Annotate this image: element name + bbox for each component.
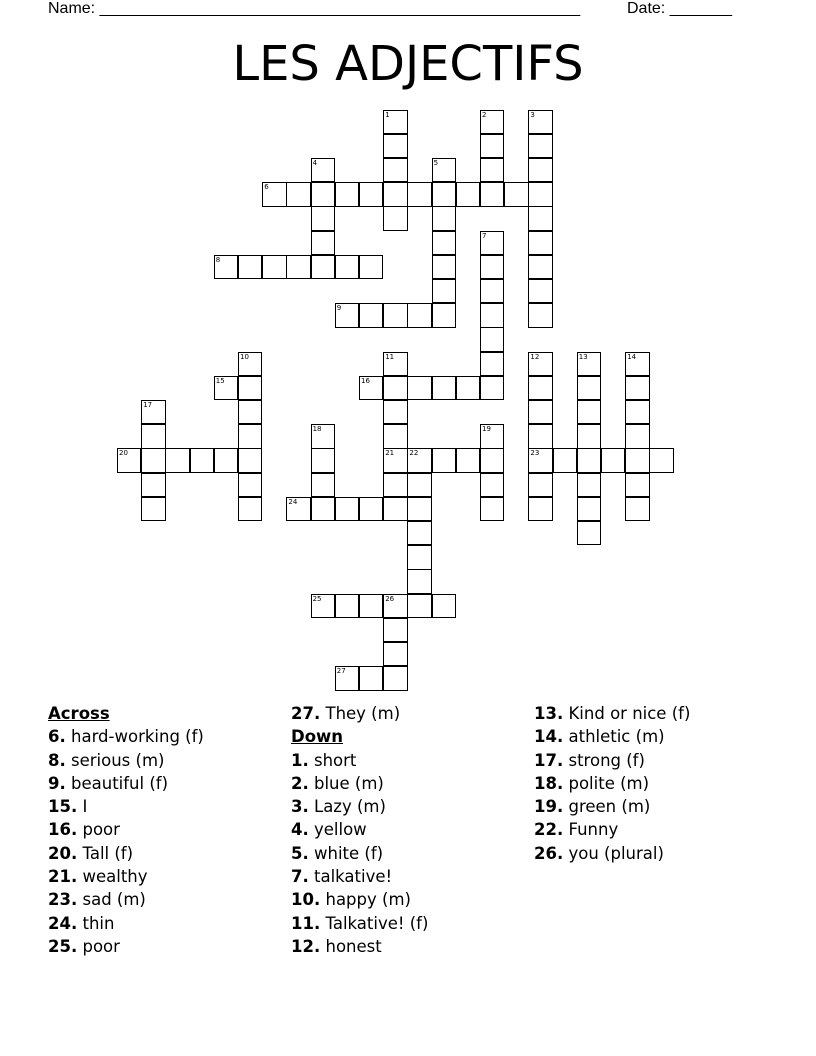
crossword-cell[interactable] — [311, 158, 335, 182]
crossword-cell[interactable] — [577, 497, 601, 521]
crossword-cell[interactable] — [214, 376, 238, 400]
crossword-cell[interactable] — [480, 424, 504, 448]
clue-number: 19. — [534, 797, 564, 817]
crossword-cell[interactable] — [311, 473, 335, 497]
crossword-cell[interactable] — [407, 303, 431, 327]
clue-text: poor — [82, 820, 120, 840]
clue-item — [48, 935, 293, 958]
clue-item — [534, 818, 779, 841]
crossword-cell[interactable] — [432, 376, 456, 400]
clue-item — [534, 725, 779, 748]
clue-number: 1. — [291, 750, 309, 770]
clue-text: polite (m) — [568, 773, 650, 793]
crossword-cell[interactable] — [335, 255, 359, 279]
clue-number: 7. — [291, 867, 309, 887]
clue-number-label: 11 — [385, 352, 395, 361]
date-field[interactable]: Date: _______ — [627, 0, 732, 17]
clue-item — [534, 795, 779, 818]
down-clue-list — [291, 749, 536, 959]
clue-number-label: 12 — [530, 352, 540, 361]
crossword-cell[interactable] — [456, 376, 480, 400]
crossword-cell[interactable] — [407, 376, 431, 400]
crossword-cell[interactable] — [528, 231, 552, 255]
clue-number: 14. — [534, 727, 564, 747]
crossword-cell[interactable] — [383, 158, 407, 182]
crossword-cell[interactable] — [625, 473, 649, 497]
crossword-cell[interactable] — [311, 231, 335, 255]
clue-text: you (plural) — [568, 843, 664, 863]
clue-item — [291, 818, 536, 841]
clue-number-label: 4 — [312, 159, 318, 167]
clue-number: 27. — [291, 704, 321, 723]
crossword-cell[interactable] — [407, 594, 431, 618]
crossword-cell[interactable] — [432, 182, 456, 206]
crossword-cell[interactable] — [311, 424, 335, 448]
crossword-cell[interactable] — [286, 497, 310, 521]
crossword-cell[interactable] — [480, 182, 504, 206]
crossword-cell[interactable] — [383, 110, 407, 134]
crossword-cell[interactable] — [528, 255, 552, 279]
clue-number: 17. — [534, 750, 564, 770]
crossword-cell[interactable] — [238, 352, 262, 376]
clue-number: 10. — [291, 890, 321, 910]
clue-item — [534, 749, 779, 772]
clue-item — [291, 912, 536, 935]
clue-number: 24. — [48, 913, 78, 933]
crossword-cell[interactable] — [359, 666, 383, 690]
crossword-cell[interactable] — [480, 110, 504, 134]
clue-text: strong (f) — [568, 750, 645, 770]
crossword-cell[interactable] — [432, 231, 456, 255]
crossword-cell[interactable] — [383, 473, 407, 497]
crossword-cell[interactable] — [238, 376, 262, 400]
crossword-cell[interactable] — [456, 448, 480, 472]
crossword-cell[interactable] — [407, 521, 431, 545]
clue-item — [291, 865, 536, 888]
clue-number-label: 18 — [312, 425, 322, 434]
crossword-cell[interactable] — [480, 327, 504, 351]
crossword-cell[interactable] — [432, 255, 456, 279]
crossword-cell[interactable] — [238, 448, 262, 472]
crossword-cell[interactable] — [480, 134, 504, 158]
crossword-cell[interactable] — [359, 497, 383, 521]
crossword-cell[interactable] — [649, 448, 673, 472]
crossword-cell[interactable] — [480, 352, 504, 376]
clue-text: athletic (m) — [568, 727, 665, 747]
clue-number: 13. — [534, 704, 564, 723]
clue-item — [291, 935, 536, 958]
crossword-cell[interactable] — [432, 206, 456, 230]
crossword-cell[interactable] — [577, 473, 601, 497]
clue-number-label: 13 — [578, 352, 588, 361]
clue-number-label: 7 — [482, 231, 487, 240]
crossword-cell[interactable] — [407, 545, 431, 569]
clue-number: 21. — [48, 867, 78, 887]
clue-text: serious (m) — [71, 750, 165, 770]
crossword-cell[interactable] — [311, 206, 335, 230]
crossword-cell[interactable] — [480, 497, 504, 521]
crossword-cell[interactable] — [432, 448, 456, 472]
clue-item — [534, 842, 779, 865]
clue-number: 22. — [534, 820, 564, 840]
crossword-cell[interactable] — [625, 424, 649, 448]
crossword-cell[interactable] — [407, 182, 431, 206]
clue-number: 9. — [48, 773, 66, 793]
crossword-cell[interactable] — [480, 473, 504, 497]
clue-text: thin — [82, 913, 115, 933]
clue-number: 8. — [48, 750, 66, 770]
crossword-cell[interactable] — [238, 424, 262, 448]
clue-number-label: 19 — [482, 425, 491, 434]
crossword-cell[interactable] — [528, 424, 552, 448]
clue-item — [48, 888, 293, 911]
crossword-cell[interactable] — [601, 448, 625, 472]
crossword-cell[interactable] — [504, 182, 528, 206]
crossword-cell[interactable] — [577, 376, 601, 400]
crossword-cell[interactable] — [311, 182, 335, 206]
crossword-cell[interactable] — [625, 376, 649, 400]
crossword-cell[interactable] — [432, 279, 456, 303]
crossword-cell[interactable] — [528, 134, 552, 158]
across-clue-list — [48, 725, 293, 958]
crossword-cell[interactable] — [335, 666, 359, 690]
clue-item — [291, 749, 536, 772]
clue-number-label: 5 — [433, 159, 439, 167]
crossword-cell[interactable] — [528, 473, 552, 497]
crossword-cell[interactable] — [528, 400, 552, 424]
clue-number-label: 2 — [482, 110, 487, 119]
clue-item — [48, 795, 293, 818]
clue-number-label: 10 — [240, 352, 249, 361]
clue-item — [534, 702, 779, 725]
crossword-cell[interactable] — [577, 400, 601, 424]
crossword-cell[interactable] — [456, 182, 480, 206]
clue-text: Kind or nice (f) — [568, 704, 691, 723]
crossword-cell[interactable] — [311, 497, 335, 521]
clue-number-label: 17 — [143, 401, 153, 409]
crossword-cell[interactable] — [238, 255, 262, 279]
crossword-cell[interactable] — [335, 497, 359, 521]
clue-text: short — [314, 750, 357, 770]
crossword-cell[interactable] — [141, 497, 165, 521]
crossword-cell[interactable] — [577, 352, 601, 376]
clue-number-label: 14 — [627, 352, 637, 361]
crossword-cell[interactable] — [577, 448, 601, 472]
clue-number-label: 3 — [530, 110, 535, 119]
crossword-cell[interactable] — [141, 400, 165, 424]
crossword-cell[interactable] — [383, 352, 407, 376]
crossword-cell[interactable] — [528, 352, 552, 376]
clue-number-label: 20 — [119, 449, 128, 458]
clue-text: poor — [82, 936, 120, 956]
crossword-cell[interactable] — [383, 400, 407, 424]
crossword-cell[interactable] — [141, 448, 165, 472]
clue-text: wealthy — [82, 867, 148, 887]
crossword-cell[interactable] — [190, 448, 214, 472]
crossword-cell[interactable] — [286, 255, 310, 279]
crossword-cell[interactable] — [625, 352, 649, 376]
clue-item — [48, 912, 293, 935]
crossword-cell[interactable] — [383, 182, 407, 206]
crossword-cell[interactable] — [383, 497, 407, 521]
crossword-cell[interactable] — [359, 182, 383, 206]
crossword-cell[interactable] — [383, 448, 407, 472]
crossword-cell[interactable] — [286, 182, 310, 206]
crossword-cell[interactable] — [141, 424, 165, 448]
crossword-cell[interactable] — [262, 255, 286, 279]
clue-text: white (f) — [314, 843, 384, 863]
clue-item — [48, 818, 293, 841]
crossword-cell[interactable] — [238, 473, 262, 497]
crossword-cell[interactable] — [480, 231, 504, 255]
clue-text: talkative! — [314, 867, 393, 887]
clue-text: green (m) — [568, 797, 651, 817]
crossword-cell[interactable] — [625, 400, 649, 424]
clue-number: 26. — [534, 843, 564, 863]
page-title: LES ADJECTIFS — [232, 36, 584, 92]
crossword-cell[interactable] — [528, 303, 552, 327]
clue-number: 12. — [291, 936, 321, 956]
clue-text: hard-working (f) — [71, 727, 204, 747]
crossword-cell[interactable] — [359, 303, 383, 327]
crossword-cell[interactable] — [383, 206, 407, 230]
crossword-cell[interactable] — [238, 400, 262, 424]
clue-number: 3. — [291, 797, 309, 817]
clue-item — [291, 772, 536, 795]
crossword-cell[interactable] — [383, 134, 407, 158]
crossword-cell[interactable] — [407, 473, 431, 497]
clue-text: beautiful (f) — [71, 773, 169, 793]
crossword-cell[interactable] — [407, 448, 431, 472]
crossword-cell[interactable] — [262, 182, 286, 206]
crossword-cell[interactable] — [383, 303, 407, 327]
crossword-cell[interactable] — [528, 279, 552, 303]
crossword-cell[interactable] — [528, 448, 552, 472]
crossword-cell[interactable] — [141, 473, 165, 497]
crossword-cell[interactable] — [528, 497, 552, 521]
clue-text: I — [82, 797, 88, 817]
clue-item — [291, 702, 536, 725]
crossword-cell[interactable] — [432, 303, 456, 327]
crossword-cell[interactable] — [480, 303, 504, 327]
crossword-cell[interactable] — [432, 158, 456, 182]
clue-number-label: 23 — [530, 449, 540, 458]
clue-number: 15. — [48, 797, 78, 817]
clue-number-label: 25 — [312, 594, 322, 603]
clue-column-3 — [534, 702, 779, 865]
clue-item — [48, 749, 293, 772]
crossword-cell[interactable] — [407, 497, 431, 521]
clue-text: Talkative! (f) — [325, 913, 429, 933]
crossword-cell[interactable] — [383, 666, 407, 690]
clue-text: blue (m) — [314, 773, 384, 793]
clue-number: 25. — [48, 936, 78, 956]
clue-number-label: 22 — [409, 449, 419, 458]
clue-number-label: 6 — [264, 183, 269, 192]
crossword-cell[interactable] — [383, 642, 407, 666]
clue-text: Funny — [568, 820, 619, 840]
clue-number: 4. — [291, 820, 309, 840]
clue-number-label: 26 — [385, 594, 395, 603]
clue-column-2 — [291, 702, 536, 958]
crossword-cell[interactable] — [311, 255, 335, 279]
crossword-cell[interactable] — [480, 448, 504, 472]
clue-number-label: 1 — [385, 110, 390, 119]
crossword-cell[interactable] — [577, 424, 601, 448]
crossword-cell[interactable] — [165, 448, 189, 472]
clue-number-label: 9 — [336, 304, 342, 313]
crossword-cell[interactable] — [335, 182, 359, 206]
crossword-cell[interactable] — [407, 569, 431, 593]
clue-text: sad (m) — [82, 890, 146, 910]
clue-number: 5. — [291, 843, 309, 863]
crossword-cell[interactable] — [359, 255, 383, 279]
clue-text: Tall (f) — [82, 843, 134, 863]
clue-item — [48, 865, 293, 888]
crossword-cell[interactable] — [432, 594, 456, 618]
down-heading: Down — [291, 727, 344, 747]
crossword-cell[interactable] — [359, 376, 383, 400]
clue-item — [48, 772, 293, 795]
crossword-cell[interactable] — [383, 376, 407, 400]
crossword-cell[interactable] — [335, 594, 359, 618]
crossword-cell[interactable] — [528, 182, 552, 206]
clue-number-label: 8 — [215, 255, 221, 264]
crossword-cell[interactable] — [480, 158, 504, 182]
clue-number: 18. — [534, 773, 564, 793]
crossword-cell[interactable] — [214, 255, 238, 279]
name-field[interactable]: Name: ______________________________________________________ — [48, 0, 581, 17]
crossword-cell[interactable] — [528, 376, 552, 400]
clue-number-label: 24 — [288, 497, 298, 506]
crossword-cell[interactable] — [311, 594, 335, 618]
clue-item — [48, 842, 293, 865]
clue-text: happy (m) — [325, 890, 411, 910]
crossword-cell[interactable] — [480, 376, 504, 400]
clue-text: Lazy (m) — [314, 797, 386, 817]
clue-text: They (m) — [325, 704, 401, 723]
crossword-cell[interactable] — [528, 110, 552, 134]
crossword-cell[interactable] — [383, 618, 407, 642]
clue-text: yellow — [314, 820, 367, 840]
crossword-cell[interactable] — [383, 594, 407, 618]
crossword-cell[interactable] — [238, 497, 262, 521]
clue-item — [534, 772, 779, 795]
down-clue-list-continued — [534, 702, 779, 865]
crossword-cell[interactable] — [625, 497, 649, 521]
clue-number: 20. — [48, 843, 78, 863]
clue-number-label: 21 — [385, 449, 395, 458]
clue-number-label: 15 — [215, 376, 225, 385]
crossword-cell[interactable] — [311, 448, 335, 472]
clue-item — [291, 888, 536, 911]
crossword-cell[interactable] — [383, 424, 407, 448]
clue-item — [291, 842, 536, 865]
clue-text: honest — [325, 936, 382, 956]
crossword-cell[interactable] — [335, 303, 359, 327]
crossword-cell[interactable] — [214, 448, 238, 472]
across-heading: Across — [48, 704, 110, 723]
clue-column-1 — [48, 702, 293, 958]
crossword-cell[interactable] — [528, 158, 552, 182]
across-clue-list-continued — [291, 702, 536, 725]
crossword-cell[interactable] — [480, 279, 504, 303]
crossword-cell[interactable] — [359, 594, 383, 618]
clue-number: 2. — [291, 773, 309, 793]
clue-item — [291, 795, 536, 818]
crossword-cell[interactable] — [625, 448, 649, 472]
clue-number: 16. — [48, 820, 78, 840]
crossword-cell[interactable] — [577, 521, 601, 545]
crossword-cell[interactable] — [553, 448, 577, 472]
clue-number-label: 27 — [336, 667, 346, 676]
clue-number: 6. — [48, 727, 66, 747]
clue-number: 23. — [48, 890, 78, 910]
crossword-cell[interactable] — [480, 255, 504, 279]
clue-item — [48, 725, 293, 748]
clue-number: 11. — [291, 913, 321, 933]
crossword-cell[interactable] — [528, 206, 552, 230]
clue-number-label: 16 — [361, 376, 370, 385]
crossword-cell[interactable] — [117, 448, 141, 472]
